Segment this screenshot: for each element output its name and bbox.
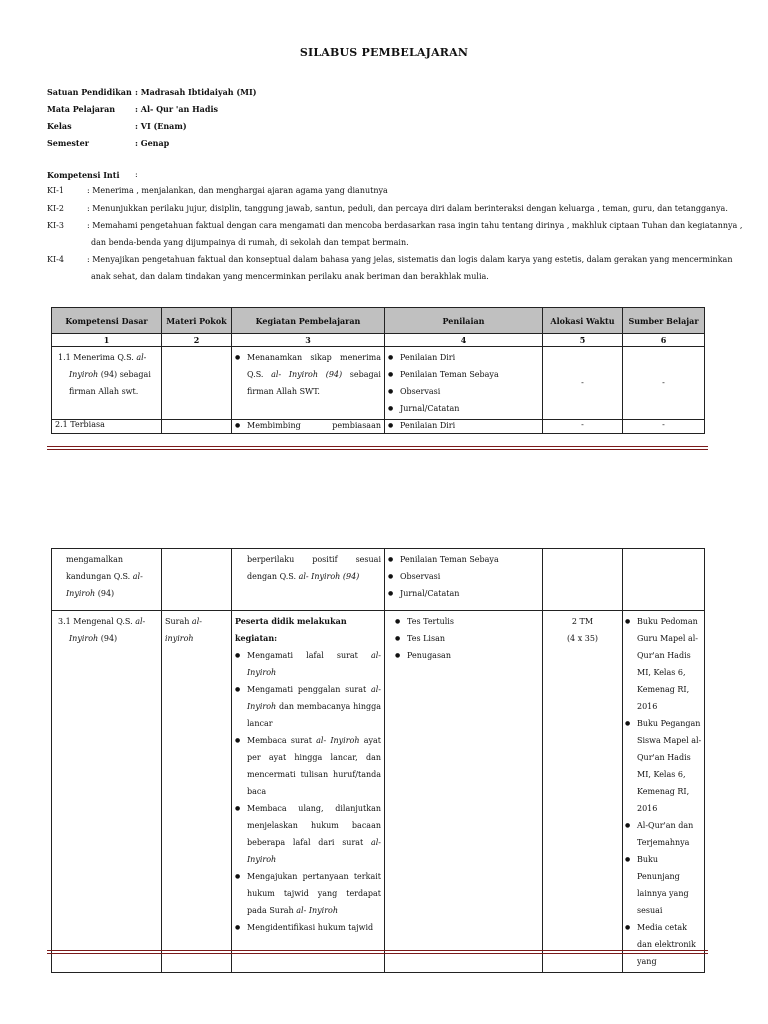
kd-text-part: firman Allah swt. (69, 387, 139, 396)
list-item (235, 681, 381, 732)
sumber-cell: - (623, 347, 705, 420)
list-item: ● Tes Lisan (395, 630, 539, 647)
column-number-row (52, 334, 705, 347)
list-item: ● Observasi (388, 383, 539, 400)
column-number: 5 (543, 334, 623, 347)
kd-text-part: al- (136, 353, 147, 362)
materi-cell (162, 347, 232, 420)
materi-text: inyiroh (165, 634, 194, 643)
kegiatan-text-part: dengan Q.S. (247, 572, 299, 581)
kegiatan-text-part: Membaca surat (247, 736, 317, 745)
meta-label: Semester (47, 138, 89, 148)
kd-text (55, 349, 158, 400)
alokasi-cell: - (543, 347, 623, 420)
table-header-row (52, 308, 705, 334)
meta-value: : Genap (135, 138, 170, 148)
kd-text-part: (94) sebagai (98, 370, 151, 379)
ki-text: : Menerima , menjalankan, dan menghargai ajaran agama yang dianutnya (87, 186, 388, 195)
alokasi-cell (543, 549, 623, 611)
meta-value: : VI (Enam) (135, 121, 187, 131)
column-number: 4 (385, 334, 543, 347)
ki-code: KI-4 (47, 255, 64, 264)
kegiatan-text-part: dan membacanya hingga lancar (247, 702, 381, 728)
list-item: ● Membimbing pembiasaan (235, 420, 381, 432)
kd-text (55, 613, 158, 647)
kegiatan-text (247, 568, 381, 585)
alokasi-cell: - (543, 420, 623, 434)
table-row (52, 347, 705, 420)
ki-text: : Menunjukkan perilaku jujur, disiplin, tanggung jawab, santun, peduli, dan percaya diri dalam berinteraksi dengan keluarga , teman, guru, dan tetangganya. (87, 204, 728, 213)
meta-value: : Al- Qur 'an Hadis (135, 104, 218, 114)
kegiatan-list (235, 647, 381, 936)
meta-label: Mata Pelajaran (47, 104, 116, 114)
ki-text-continued: dan benda-benda yang dijumpainya di rumah, di sekolah dan tempat bermain. (91, 238, 409, 247)
ki-heading-label: Kompetensi Inti (47, 170, 120, 180)
kd-text-part: kandungan Q.S. (66, 572, 133, 581)
column-number: 1 (52, 334, 162, 347)
kd-text-part: Inyiroh (66, 589, 96, 598)
ki-code: KI-3 (47, 221, 64, 230)
kd-text (66, 568, 158, 585)
silabus-table-page-2 (51, 548, 705, 973)
meta-label: Satuan Pendidikan (47, 87, 132, 97)
page-separator (47, 446, 708, 450)
materi-cell (162, 611, 232, 973)
header-sumber-belajar: Sumber Belajar (623, 308, 705, 334)
meta-label: Kelas (47, 121, 72, 131)
kegiatan-text: Menanamkan sikap menerima Q.S. (247, 353, 381, 379)
materi-text-part: Surah (165, 617, 192, 626)
list-item: ● Observasi (388, 568, 539, 585)
kd-cell (52, 549, 162, 611)
list-item (235, 868, 381, 919)
materi-cell (162, 420, 232, 434)
list-item: ● Jurnal/Catatan (388, 400, 539, 417)
kd-cell: 2.1 Terbiasa (52, 420, 162, 434)
kegiatan-text-part: al- Inyiroh (247, 685, 381, 711)
kegiatan-text-part: al- Inyiroh (94) (298, 572, 360, 581)
kegiatan-heading: Peserta didik melakukan kegiatan: (235, 616, 347, 643)
page-separator (47, 950, 708, 954)
penilaian-cell (385, 420, 543, 434)
header-alokasi-waktu: Alokasi Waktu (543, 308, 623, 334)
ki-text: : Menyajikan pengetahuan faktual dan konseptual dalam bahasa yang jelas, sistematis dan logis dalam karya yang estetis, dalam gerakan yang mencerminkan (87, 255, 733, 264)
header-penilaian: Penilaian (385, 308, 543, 334)
kd-text-part: 1.1 Menerima Q.S. (58, 353, 137, 362)
list-item (235, 349, 381, 400)
list-item: ● Al-Qur'an dan Terjemahnya (625, 817, 702, 851)
list-item (235, 800, 381, 868)
ki-code: KI-2 (47, 204, 64, 213)
kegiatan-text: al- Inyiroh (94) (271, 370, 343, 379)
silabus-table-page-1 (51, 307, 705, 434)
list-item: ● Penilaian Teman Sebaya (388, 551, 539, 568)
kegiatan-text-part: al- Inyiroh (316, 736, 360, 745)
penilaian-cell (385, 611, 543, 973)
column-number: 2 (162, 334, 232, 347)
header-materi-pokok: Materi Pokok (162, 308, 232, 334)
materi-text (165, 613, 228, 630)
penilaian-cell (385, 549, 543, 611)
kd-text-part: Inyiroh (69, 370, 99, 379)
materi-text-part: al- (191, 617, 202, 626)
kd-text-part: al- (135, 617, 146, 626)
alokasi-cell (543, 611, 623, 973)
kd-text-part: al- (132, 572, 143, 581)
kd-text-part: Inyiroh (69, 634, 99, 643)
kegiatan-text-part: al- Inyiroh (247, 651, 381, 677)
penilaian-cell (385, 347, 543, 420)
column-number: 6 (623, 334, 705, 347)
sumber-cell: - (623, 420, 705, 434)
list-item: ● Penilaian Diri (388, 349, 539, 366)
kegiatan-text-part: al- Inyiroh (247, 838, 381, 864)
table-row (52, 549, 705, 611)
list-item (235, 647, 381, 681)
list-item (235, 732, 381, 800)
sumber-cell (623, 549, 705, 611)
kegiatan-cell (232, 347, 385, 420)
list-item (235, 919, 381, 936)
kegiatan-cell (232, 420, 385, 434)
kegiatan-text-part: Membaca ulang, dilanjutkan menjelaskan hukum bacaan beberapa lafal dari surat (247, 804, 381, 847)
kd-text-part: (94) (95, 589, 115, 598)
kegiatan-cell (232, 549, 385, 611)
ki-text: : Memahami pengetahuan faktual dengan cara mengamati dan mencoba berdasarkan rasa ingin tahu tentang dirinya , makhluk ciptaan Tuhan dan kegiatannya , (87, 221, 743, 230)
kegiatan-text: berperilaku positif sesuai (247, 555, 381, 564)
list-item: ● Penugasan (395, 647, 539, 664)
kd-text (66, 585, 158, 602)
table-row (52, 611, 705, 973)
alokasi-text: 2 TM (571, 617, 594, 626)
kd-text: mengamalkan (66, 555, 124, 564)
kegiatan-text-part: Mengajukan pertanyaan terkait hukum tajwid yang terdapat pada Surah (247, 872, 381, 915)
kegiatan-text-part: Mengidentifikasi hukum tajwid (247, 923, 374, 932)
list-item: ● Jurnal/Catatan (388, 585, 539, 602)
kd-text-part: 3.1 Mengenal Q.S. (58, 617, 136, 626)
page-title: SILABUS PEMBELAJARAN (299, 46, 469, 59)
meta-value: : Madrasah Ibtidaiyah (MI) (135, 87, 257, 97)
kd-text-part: (94) (98, 634, 118, 643)
list-item: ● Tes Tertulis (395, 613, 539, 630)
header-kompetensi-dasar: Kompetensi Dasar (52, 308, 162, 334)
sumber-cell (623, 611, 705, 973)
list-item: ● Buku Pegangan Siswa Mapel al-Qur'an Hadis MI, Kelas 6, Kemenag RI, 2016 (625, 715, 702, 817)
kd-cell (52, 611, 162, 973)
column-number: 3 (232, 334, 385, 347)
alokasi-text: (4 x 35) (566, 634, 599, 643)
list-item: ● Penilaian Teman Sebaya (388, 366, 539, 383)
kegiatan-text-part: al- Inyiroh (296, 906, 339, 915)
ki-heading-colon: : (135, 170, 138, 179)
header-kegiatan-pembelajaran: Kegiatan Pembelajaran (232, 308, 385, 334)
kegiatan-cell (232, 611, 385, 973)
kegiatan-text: sebagai firman Allah SWT. (247, 370, 381, 396)
materi-cell (162, 549, 232, 611)
table-row (52, 420, 705, 434)
ki-text-continued: anak sehat, dan dalam tindakan yang mencerminkan perilaku anak beriman dan berakhlak mulia. (91, 272, 489, 281)
kegiatan-text-part: ayat per ayat hingga lancar, dan mencermati tulisan huruf/tanda baca (247, 736, 381, 796)
kegiatan-text-part: Mengamati lafal surat (247, 651, 371, 660)
list-item: ● Buku Pedoman Guru Mapel al-Qur'an Hadis MI, Kelas 6, Kemenag RI, 2016 (625, 613, 702, 715)
list-item: ● Buku Penunjang lainnya yang sesuai (625, 851, 702, 919)
kd-cell (52, 347, 162, 420)
ki-code: KI-1 (47, 186, 64, 195)
kegiatan-text-part: Mengamati penggalan surat (247, 685, 371, 694)
list-item: ● Media cetak dan elektronik yang (625, 919, 702, 970)
list-item: ● Penilaian Diri (388, 420, 539, 432)
